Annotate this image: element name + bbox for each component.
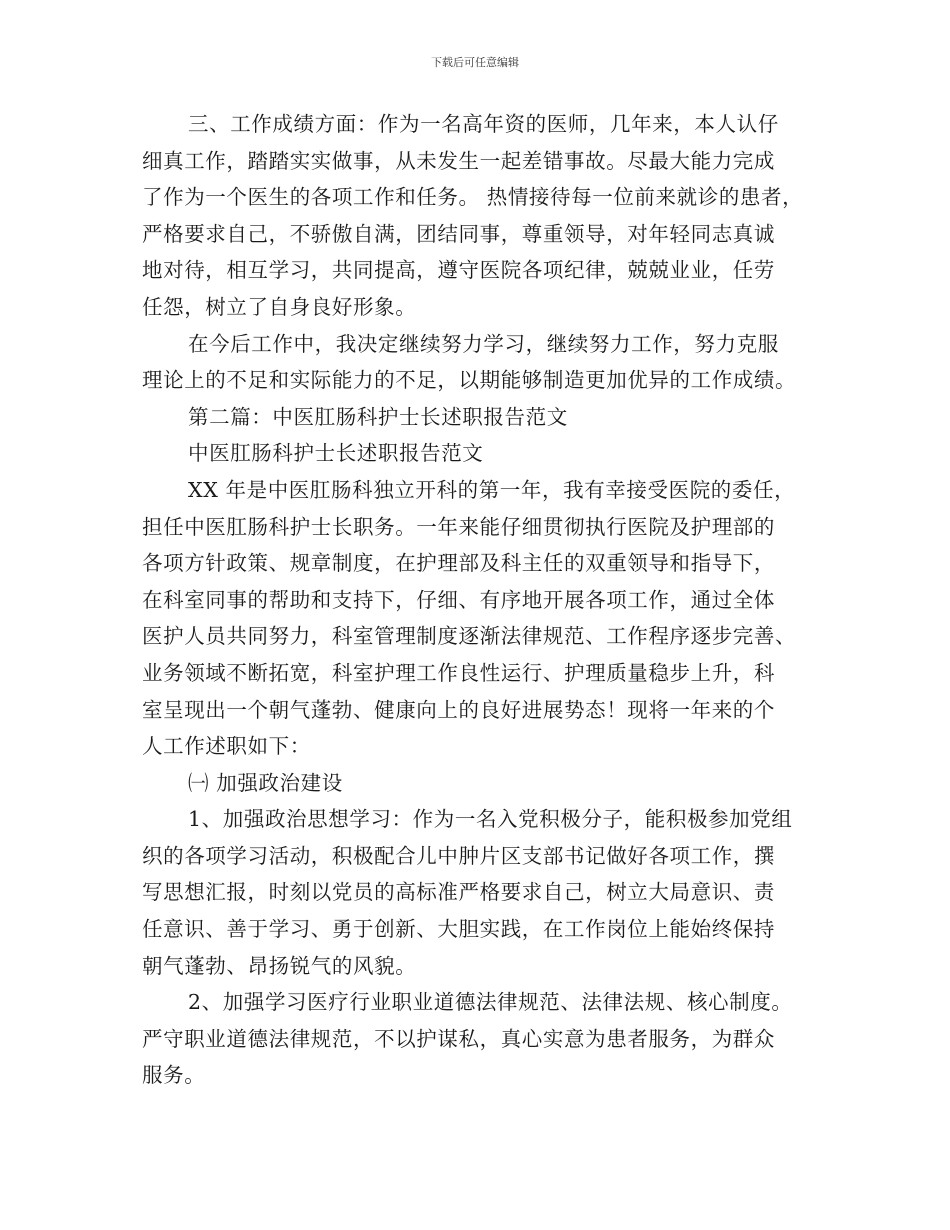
paragraph-line: 1、加强政治思想学习：作为一名入党积极分子，能积极参加党组 <box>188 807 793 832</box>
document-body <box>142 106 822 1094</box>
paragraph-line: ㈠ 加强政治建设 <box>188 770 343 795</box>
paragraph-line: 朝气蓬勃、昂扬锐气的风貌。 <box>142 953 417 978</box>
paragraph-line: 严守职业道德法律规范，不以护谋私，真心实意为患者服务，为群众 <box>142 1026 775 1051</box>
paragraph-line: 室呈现出一个朝气蓬勃、健康向上的良好进展势态！现将一年来的个 <box>142 697 775 722</box>
paragraph-line: 细真工作，踏踏实实做事，从未发生一起差错事故。尽最大能力完成 <box>142 148 775 173</box>
paragraph-line: 各项方针政策、规章制度，在护理部及科主任的双重领导和指导下， <box>142 551 775 576</box>
paragraph-line: 三、工作成绩方面：作为一名高年资的医师，几年来，本人认仔 <box>188 112 779 136</box>
paragraph-line: 任怨，树立了自身良好形象。 <box>142 294 417 319</box>
page-header-note: 下载后可任意编辑 <box>431 56 519 69</box>
paragraph-line: 中医肛肠科护士长述职报告范文 <box>188 441 484 466</box>
paragraph-line: 服务。 <box>142 1063 206 1088</box>
paragraph-line: 第二篇：中医肛肠科护士长述职报告范文 <box>188 404 568 429</box>
paragraph-line: 业务领域不断拓宽，科室护理工作良性运行、护理质量稳步上升，科 <box>142 660 775 685</box>
paragraph-line: XX 年是中医肛肠科独立开科的第一年，我有幸接受医院的委任， <box>188 477 796 502</box>
paragraph-line: 任意识、善于学习、勇于创新、大胆实践，在工作岗位上能始终保持 <box>142 917 775 942</box>
paragraph-line: 理论上的不足和实际能力的不足，以期能够制造更加优异的工作成绩。 <box>142 368 797 393</box>
paragraph-line: 严格要求自己，不骄傲自满，团结同事，尊重领导，对年轻同志真诚 <box>142 221 775 246</box>
paragraph-line: 在今后工作中，我决定继续努力学习，继续努力工作，努力克服 <box>188 331 779 356</box>
paragraph-line: 织的各项学习活动，积极配合儿中肿片区支部书记做好各项工作，撰 <box>142 843 775 868</box>
paragraph-line: 写思想汇报，时刻以党员的高标准严格要求自己，树立大局意识、责 <box>142 880 775 905</box>
paragraph-line: 医护人员共同努力，科室管理制度逐渐法律规范、工作程序逐步完善、 <box>142 624 797 649</box>
paragraph-line: 担任中医肛肠科护士长职务。一年来能仔细贯彻执行医院及护理部的 <box>142 514 775 539</box>
paragraph-line: 在科室同事的帮助和支持下，仔细、有序地开展各项工作，通过全体 <box>142 587 775 612</box>
paragraph-line: 地对待，相互学习，共同提高，遵守医院各项纪律，兢兢业业，任劳 <box>142 258 775 283</box>
paragraph-line: 2、加强学习医疗行业职业道德法律规范、法律法规、核心制度。 <box>188 990 793 1015</box>
paragraph-line: 人工作述职如下： <box>142 734 311 759</box>
paragraph-line: 了作为一个医生的各项工作和任务。 热情接待每一位前来就诊的患者， <box>142 185 804 210</box>
